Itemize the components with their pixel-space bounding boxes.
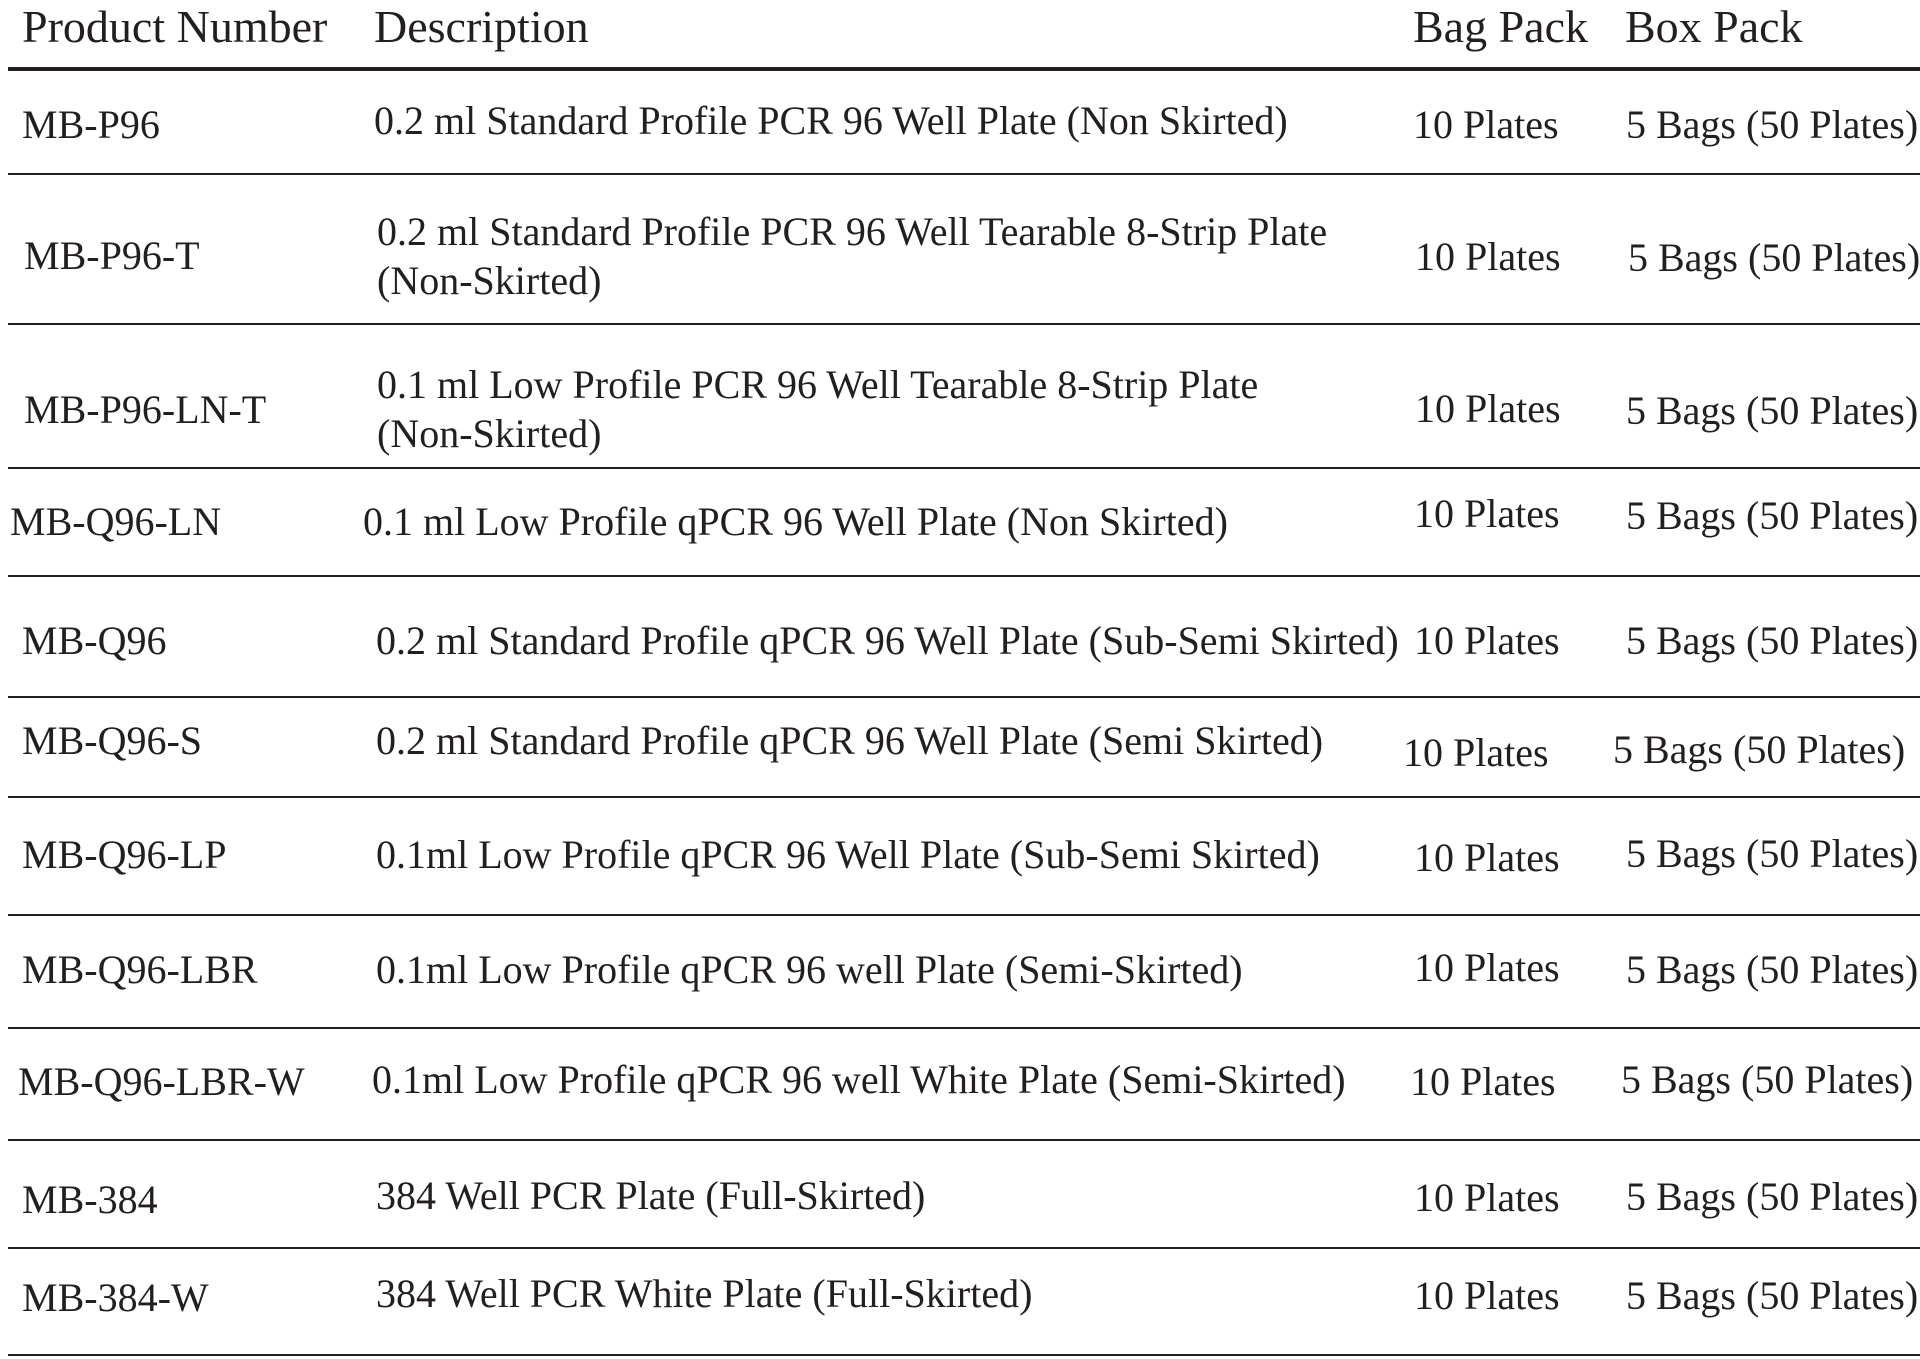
bag-pack-cell: 10 Plates: [1410, 1059, 1556, 1104]
description-cell: 0.1ml Low Profile qPCR 96 well Plate (Semi-Skirted): [376, 947, 1243, 992]
bag-pack-cell: 10 Plates: [1414, 618, 1560, 663]
description-cell: 384 Well PCR White Plate (Full-Skirted): [376, 1271, 1033, 1316]
header-bag-pack: Bag Pack: [1413, 1, 1589, 52]
header-product-number: Product Number: [22, 1, 328, 52]
box-pack-cell: 5 Bags (50 Plates): [1626, 618, 1919, 663]
header-description: Description: [374, 1, 589, 52]
box-pack-cell: 5 Bags (50 Plates): [1626, 1174, 1919, 1219]
table-header: [0, 0, 1920, 70]
row-divider: [8, 173, 1920, 175]
description-cell: 384 Well PCR Plate (Full-Skirted): [376, 1173, 926, 1218]
bag-pack-cell: 10 Plates: [1403, 730, 1549, 775]
product-number-cell: MB-Q96-LBR: [22, 947, 258, 992]
description-cell-continued: (Non-Skirted): [377, 411, 602, 456]
box-pack-cell: 5 Bags (50 Plates): [1626, 102, 1919, 147]
product-number-cell: MB-P96-LN-T: [24, 387, 267, 432]
description-cell: 0.1 ml Low Profile qPCR 96 Well Plate (Non Skirted): [363, 499, 1228, 544]
row-divider: [8, 1247, 1920, 1249]
description-cell: 0.1ml Low Profile qPCR 96 well White Plate (Semi-Skirted): [372, 1057, 1346, 1102]
bag-pack-cell: 10 Plates: [1415, 386, 1561, 431]
row-divider: [8, 467, 1920, 469]
box-pack-cell: 5 Bags (50 Plates): [1626, 947, 1919, 992]
row-divider: [8, 1354, 1920, 1356]
row-divider: [8, 696, 1920, 698]
description-cell: 0.2 ml Standard Profile PCR 96 Well Plate (Non Skirted): [374, 98, 1288, 143]
row-divider: [8, 796, 1920, 798]
bag-pack-cell: 10 Plates: [1414, 491, 1560, 536]
box-pack-cell: 5 Bags (50 Plates): [1626, 388, 1919, 433]
header-divider: [8, 67, 1920, 71]
product-number-cell: MB-384: [22, 1177, 158, 1222]
box-pack-cell: 5 Bags (50 Plates): [1621, 1057, 1914, 1102]
bag-pack-cell: 10 Plates: [1415, 234, 1561, 279]
description-cell: 0.2 ml Standard Profile PCR 96 Well Tearable 8-Strip Plate: [377, 209, 1328, 254]
bag-pack-cell: 10 Plates: [1414, 945, 1560, 990]
bag-pack-cell: 10 Plates: [1413, 102, 1559, 147]
row-divider: [8, 1139, 1920, 1141]
bag-pack-cell: 10 Plates: [1414, 1273, 1560, 1318]
product-number-cell: MB-P96-T: [24, 233, 200, 278]
description-cell: 0.1 ml Low Profile PCR 96 Well Tearable 8-Strip Plate: [377, 362, 1259, 407]
row-divider: [8, 323, 1920, 325]
box-pack-cell: 5 Bags (50 Plates): [1613, 727, 1906, 772]
row-divider: [8, 575, 1920, 577]
row-divider: [8, 1027, 1920, 1029]
bag-pack-cell: 10 Plates: [1414, 1175, 1560, 1220]
product-number-cell: MB-Q96-LBR-W: [18, 1059, 305, 1104]
bag-pack-cell: 10 Plates: [1414, 835, 1560, 880]
box-pack-cell: 5 Bags (50 Plates): [1626, 831, 1919, 876]
header-box-pack: Box Pack: [1625, 1, 1803, 52]
product-number-cell: MB-384-W: [22, 1275, 209, 1320]
description-cell: 0.2 ml Standard Profile qPCR 96 Well Plate (Semi Skirted): [376, 718, 1324, 763]
product-number-cell: MB-Q96-S: [22, 718, 203, 763]
product-number-cell: MB-P96: [22, 102, 160, 147]
description-cell-continued: (Non-Skirted): [377, 258, 602, 303]
row-divider: [8, 914, 1920, 916]
box-pack-cell: 5 Bags (50 Plates): [1626, 1273, 1919, 1318]
product-number-cell: MB-Q96: [22, 618, 167, 663]
description-cell: 0.2 ml Standard Profile qPCR 96 Well Plate (Sub-Semi Skirted): [376, 618, 1399, 663]
box-pack-cell: 5 Bags (50 Plates): [1628, 235, 1920, 280]
box-pack-cell: 5 Bags (50 Plates): [1626, 493, 1919, 538]
product-number-cell: MB-Q96-LN: [10, 499, 222, 544]
description-cell: 0.1ml Low Profile qPCR 96 Well Plate (Sub-Semi Skirted): [376, 832, 1320, 877]
product-number-cell: MB-Q96-LP: [22, 832, 227, 877]
